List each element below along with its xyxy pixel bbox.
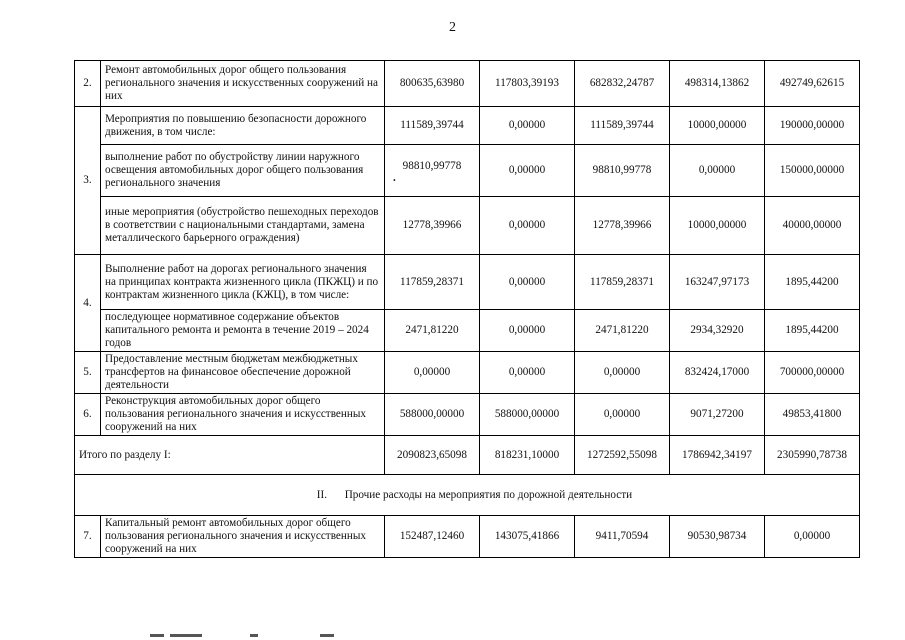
section-title: Прочие расходы на мероприятия по дорожной деятельности [344,488,633,501]
total-label: Итого по разделу I: [75,436,385,475]
value-cell: 0,00000 [480,310,575,352]
row-number: 7. [75,516,101,558]
value-cell: 0,00000 [385,352,480,394]
value-cell: 190000,00000 [765,107,860,145]
value-cell: 0,00000 [480,197,575,255]
row-description: последующее нормативное содержание объектов капитального ремонта и ремонта в течение 2019 – 2024 годов [101,310,385,352]
table-row [75,394,860,436]
value-cell: 682832,24787 [575,61,670,107]
budget-table [74,60,860,558]
value-cell: 0,00000 [575,394,670,436]
value-cell: 0,00000 [480,255,575,310]
scan-artifact [140,634,400,640]
total-value: 1786942,34197 [670,436,765,475]
value-cell: 40000,00000 [765,197,860,255]
row-description: Выполнение работ на дорогах регионального значения на принципах контракта жизненного цикла (ПКЖЦ) и по контрактам жизненного цикла (КЖЦ), в том числе: [101,255,385,310]
value-cell: 0,00000 [670,145,765,197]
table-row [75,352,860,394]
total-row [75,436,860,475]
total-value: 2305990,78738 [765,436,860,475]
value-cell: 2934,32920 [670,310,765,352]
value-cell: 117859,28371 [385,255,480,310]
row-number: 6. [75,394,101,436]
value-cell: 1895,44200 [765,255,860,310]
total-value: 818231,10000 [480,436,575,475]
value-cell: 832424,17000 [670,352,765,394]
value-cell: 1895,44200 [765,310,860,352]
value-cell: 700000,00000 [765,352,860,394]
row-description: Предоставление местным бюджетам межбюджетных трансфертов на финансовое обеспечение дорожной деятельности [101,352,385,394]
value-cell: 800635,63980 [385,61,480,107]
value-cell: 588000,00000 [480,394,575,436]
value-cell: 12778,39966 [575,197,670,255]
value-cell: 0,00000 [765,516,860,558]
row-description: Ремонт автомобильных дорог общего пользования регионального значения и искусственных сооружений на них [101,61,385,107]
value-cell: 10000,00000 [670,107,765,145]
value-cell: 9411,70594 [575,516,670,558]
value-cell: 150000,00000 [765,145,860,197]
table-row [75,145,860,197]
page-number: 2 [449,20,456,35]
value-cell: 98810,99778 [575,145,670,197]
section-number: II. [316,488,328,501]
row-description: Реконструкция автомобильных дорог общего пользования регионального значения и искусственных сооружений на них [101,394,385,436]
value-cell: 0,00000 [575,352,670,394]
value-cell: 117859,28371 [575,255,670,310]
value-cell: 2471,81220 [575,310,670,352]
value-cell: 163247,97173 [670,255,765,310]
row-number: 4. [75,255,101,352]
table-row [75,61,860,107]
value-cell: 588000,00000 [385,394,480,436]
row-number: 5. [75,352,101,394]
value-text: 98810,99778 [402,160,462,172]
table-row [75,516,860,558]
value-cell: 117803,39193 [480,61,575,107]
value-cell: 49853,41800 [765,394,860,436]
row-description: иные мероприятия (обустройство пешеходных переходов в соответствии с национальными стандартами, замена металлического барьерного ограждения) [101,197,385,255]
row-description: Мероприятия по повышению безопасности дорожного движения, в том числе: [101,107,385,145]
section-heading-row [75,475,860,516]
value-cell: 10000,00000 [670,197,765,255]
value-cell: 143075,41866 [480,516,575,558]
value-cell: 12778,39966 [385,197,480,255]
dot-mark: . [393,172,396,184]
value-cell: 498314,13862 [670,61,765,107]
total-value: 1272592,55098 [575,436,670,475]
row-description: Капитальный ремонт автомобильных дорог общего пользования регионального значения и искусственных сооружений на них [101,516,385,558]
table-row [75,197,860,255]
value-cell: 492749,62615 [765,61,860,107]
table-row [75,107,860,145]
value-cell: 0,00000 [480,352,575,394]
total-value: 2090823,65098 [385,436,480,475]
section-heading [75,475,860,516]
row-number: 2. [75,61,101,107]
value-cell: 90530,98734 [670,516,765,558]
value-cell: 111589,39744 [385,107,480,145]
table-row [75,255,860,310]
table-row [75,310,860,352]
value-cell: 111589,39744 [575,107,670,145]
value-cell: 152487,12460 [385,516,480,558]
value-cell: 2471,81220 [385,310,480,352]
value-cell: 9071,27200 [670,394,765,436]
row-description: выполнение работ по обустройству линии наружного освещения автомобильных дорог общего пользования регионального значения [101,145,385,197]
value-cell [385,145,480,197]
row-number: 3. [75,107,101,255]
value-cell: 0,00000 [480,145,575,197]
value-cell: 0,00000 [480,107,575,145]
